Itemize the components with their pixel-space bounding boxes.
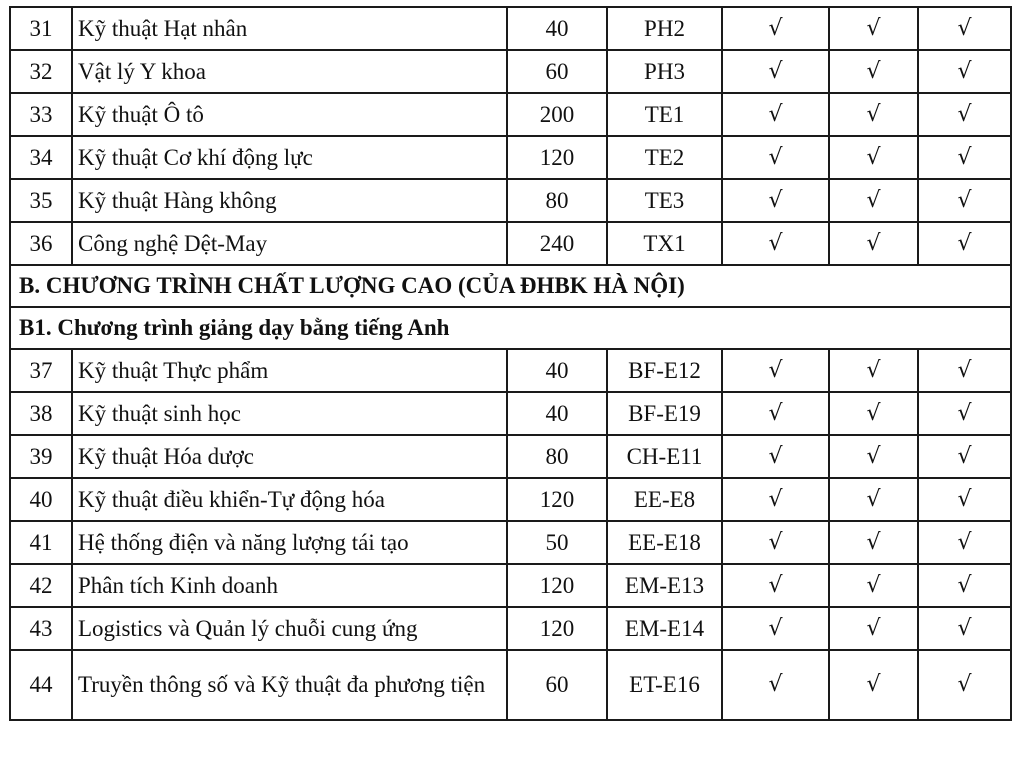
program-code: BF-E19 <box>607 392 722 435</box>
program-name: Kỹ thuật Hạt nhân <box>72 7 507 50</box>
check-mark-icon: √ <box>722 50 829 93</box>
check-mark-icon: √ <box>829 521 918 564</box>
check-mark-icon: √ <box>722 650 829 720</box>
table-row <box>10 392 1011 435</box>
quota: 240 <box>507 222 607 265</box>
program-name: Logistics và Quản lý chuỗi cung ứng <box>72 607 507 650</box>
table-body <box>10 7 1011 720</box>
check-mark-icon: √ <box>722 349 829 392</box>
quota: 60 <box>507 650 607 720</box>
program-name: Kỹ thuật Thực phẩm <box>72 349 507 392</box>
check-mark-icon: √ <box>918 50 1011 93</box>
program-name: Hệ thống điện và năng lượng tái tạo <box>72 521 507 564</box>
check-mark-icon: √ <box>722 435 829 478</box>
check-mark-icon: √ <box>829 564 918 607</box>
program-name: Kỹ thuật Hóa dược <box>72 435 507 478</box>
check-mark-icon: √ <box>722 564 829 607</box>
program-code: PH3 <box>607 50 722 93</box>
program-name: Kỹ thuật Ô tô <box>72 93 507 136</box>
check-mark-icon: √ <box>829 50 918 93</box>
quota: 120 <box>507 607 607 650</box>
check-mark-icon: √ <box>918 564 1011 607</box>
check-mark-icon: √ <box>918 136 1011 179</box>
check-mark-icon: √ <box>829 349 918 392</box>
program-code: BF-E12 <box>607 349 722 392</box>
quota: 40 <box>507 7 607 50</box>
program-code: TE1 <box>607 93 722 136</box>
check-mark-icon: √ <box>829 7 918 50</box>
table-row <box>10 435 1011 478</box>
program-name: Kỹ thuật điều khiển-Tự động hóa <box>72 478 507 521</box>
table-row <box>10 607 1011 650</box>
table-row <box>10 179 1011 222</box>
table-row <box>10 521 1011 564</box>
check-mark-icon: √ <box>918 179 1011 222</box>
row-number: 39 <box>10 435 72 478</box>
row-number: 37 <box>10 349 72 392</box>
program-name: Kỹ thuật sinh học <box>72 392 507 435</box>
check-mark-icon: √ <box>722 93 829 136</box>
program-name: Vật lý Y khoa <box>72 50 507 93</box>
check-mark-icon: √ <box>722 179 829 222</box>
program-code: EE-E18 <box>607 521 722 564</box>
check-mark-icon: √ <box>918 478 1011 521</box>
check-mark-icon: √ <box>829 179 918 222</box>
quota: 80 <box>507 435 607 478</box>
check-mark-icon: √ <box>918 521 1011 564</box>
row-number: 43 <box>10 607 72 650</box>
check-mark-icon: √ <box>829 435 918 478</box>
table-row <box>10 650 1011 720</box>
quota: 40 <box>507 392 607 435</box>
quota: 120 <box>507 478 607 521</box>
table-row <box>10 7 1011 50</box>
row-number: 34 <box>10 136 72 179</box>
row-number: 36 <box>10 222 72 265</box>
quota: 80 <box>507 179 607 222</box>
program-code: EE-E8 <box>607 478 722 521</box>
row-number: 40 <box>10 478 72 521</box>
table-row <box>10 564 1011 607</box>
table-row <box>10 93 1011 136</box>
check-mark-icon: √ <box>918 435 1011 478</box>
program-code: CH-E11 <box>607 435 722 478</box>
table-row <box>10 349 1011 392</box>
check-mark-icon: √ <box>722 7 829 50</box>
row-number: 35 <box>10 179 72 222</box>
table-row <box>10 478 1011 521</box>
check-mark-icon: √ <box>722 392 829 435</box>
check-mark-icon: √ <box>918 607 1011 650</box>
program-code: TE3 <box>607 179 722 222</box>
row-number: 44 <box>10 650 72 720</box>
check-mark-icon: √ <box>722 136 829 179</box>
check-mark-icon: √ <box>918 93 1011 136</box>
section-b-header <box>10 265 1011 307</box>
check-mark-icon: √ <box>722 607 829 650</box>
section-b1-header-title: B1. Chương trình giảng dạy bằng tiếng Anh <box>10 307 1011 349</box>
check-mark-icon: √ <box>829 222 918 265</box>
check-mark-icon: √ <box>829 136 918 179</box>
table-row <box>10 222 1011 265</box>
check-mark-icon: √ <box>918 392 1011 435</box>
check-mark-icon: √ <box>829 607 918 650</box>
check-mark-icon: √ <box>829 392 918 435</box>
check-mark-icon: √ <box>829 650 918 720</box>
check-mark-icon: √ <box>829 478 918 521</box>
row-number: 41 <box>10 521 72 564</box>
program-name: Truyền thông số và Kỹ thuật đa phương tiện <box>72 650 507 720</box>
check-mark-icon: √ <box>918 222 1011 265</box>
table-row <box>10 50 1011 93</box>
check-mark-icon: √ <box>722 222 829 265</box>
program-code: TX1 <box>607 222 722 265</box>
quota: 120 <box>507 136 607 179</box>
program-name: Kỹ thuật Hàng không <box>72 179 507 222</box>
program-code: ET-E16 <box>607 650 722 720</box>
row-number: 42 <box>10 564 72 607</box>
row-number: 32 <box>10 50 72 93</box>
section-b-header-title: B. CHƯƠNG TRÌNH CHẤT LƯỢNG CAO (CỦA ĐHBK HÀ NỘI) <box>10 265 1011 307</box>
check-mark-icon: √ <box>829 93 918 136</box>
program-code: EM-E14 <box>607 607 722 650</box>
quota: 50 <box>507 521 607 564</box>
row-number: 33 <box>10 93 72 136</box>
section-b1-header <box>10 307 1011 349</box>
quota: 120 <box>507 564 607 607</box>
table-row <box>10 136 1011 179</box>
quota: 200 <box>507 93 607 136</box>
program-name: Phân tích Kinh doanh <box>72 564 507 607</box>
check-mark-icon: √ <box>918 7 1011 50</box>
quota: 60 <box>507 50 607 93</box>
program-name: Kỹ thuật Cơ khí động lực <box>72 136 507 179</box>
check-mark-icon: √ <box>918 650 1011 720</box>
check-mark-icon: √ <box>722 478 829 521</box>
check-mark-icon: √ <box>918 349 1011 392</box>
row-number: 31 <box>10 7 72 50</box>
program-code: TE2 <box>607 136 722 179</box>
program-code: PH2 <box>607 7 722 50</box>
admissions-table <box>9 6 1012 721</box>
check-mark-icon: √ <box>722 521 829 564</box>
program-code: EM-E13 <box>607 564 722 607</box>
quota: 40 <box>507 349 607 392</box>
row-number: 38 <box>10 392 72 435</box>
program-name: Công nghệ Dệt-May <box>72 222 507 265</box>
